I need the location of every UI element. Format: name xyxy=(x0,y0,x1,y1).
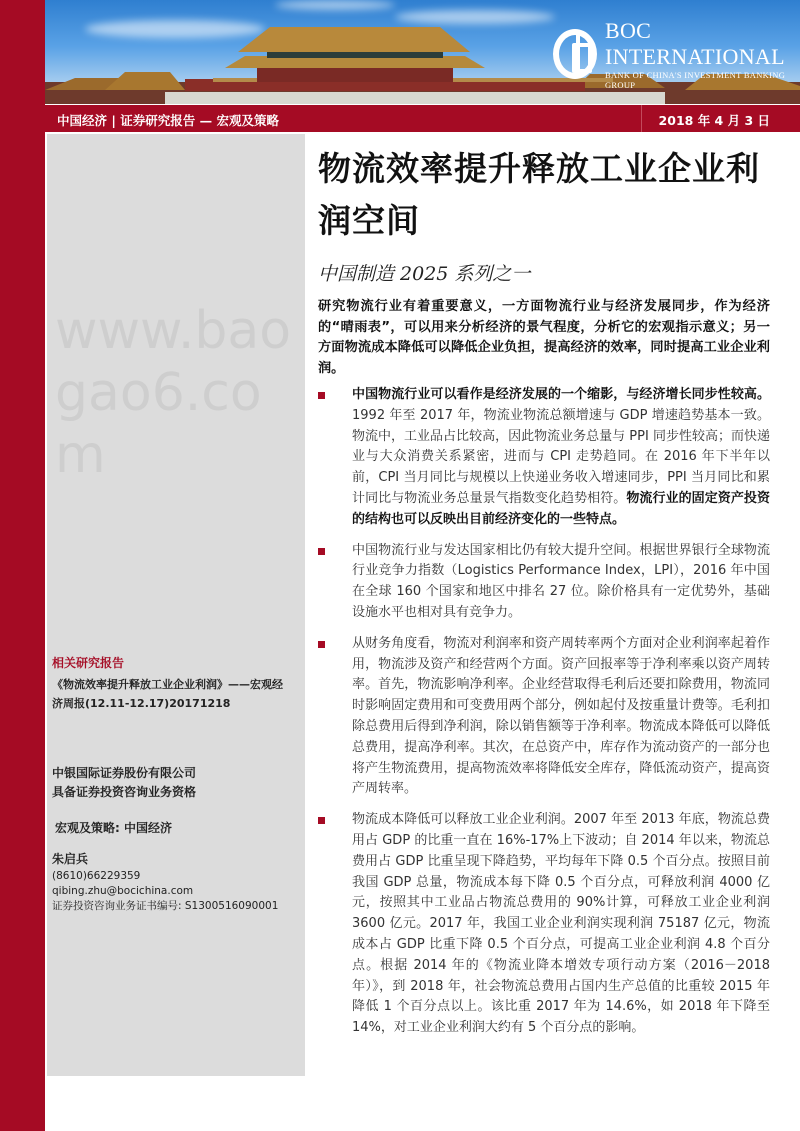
related-report-link[interactable]: 《物流效率提升释放工业企业利润》——宏观经济周报(12.11-12.17)20171218 xyxy=(52,678,283,710)
bullet-point xyxy=(318,634,770,800)
logo-subtitle: BANK OF CHINA'S INVESTMENT BANKING GROUP xyxy=(604,70,786,90)
bullet-body: 中国物流行业与发达国家相比仍有较大提升空间。根据世界银行全球物流行业竞争力指数（Logistics Performance Index，LPI），2016 年中国在全球 160 个国家和地区中排名 27 位。除价格具有一定优势外，基础设施水平也相对具有竞争力。 xyxy=(352,542,770,620)
company-qualification: 具备证券投资咨询业务资格 xyxy=(52,785,197,799)
report-category-bar xyxy=(45,105,800,132)
bullet-point xyxy=(318,810,770,1039)
divider xyxy=(641,105,642,132)
left-brand-stripe xyxy=(0,0,45,1131)
bullet-tail: 物流行业的固定资产投资的结构也可以反映出目前经济变化的一些特点。 xyxy=(352,490,770,527)
watermark: www.baogao6.com xyxy=(55,301,292,485)
report-abstract: 研究物流行业有着重要意义，一方面物流行业与经济发展同步，作为经济的“晴雨表”，可以用来分析经济的景气程度，分析它的宏观指示意义；另一方面物流成本降低可以降低企业负担，提高经济的效率，同时提高工业企业利润。 xyxy=(318,299,770,376)
report-title: 物流效率提升释放工业企业利润空间 xyxy=(318,149,760,240)
header-banner xyxy=(45,0,800,104)
analyst-name: 朱启兵 xyxy=(52,852,89,866)
analyst-certificate: 证券投资咨询业务证书编号: S1300516090001 xyxy=(52,900,279,912)
bullet-list xyxy=(318,385,770,1049)
report-subtitle: 中国制造 2025 系列之一 xyxy=(318,263,531,285)
bullet-square-icon xyxy=(318,392,325,399)
report-date: 2018 年 4 月 3 日 xyxy=(658,113,770,128)
bullet-point xyxy=(318,385,770,531)
boc-international-logo xyxy=(553,18,800,90)
bullet-body: 1992 年至 2017 年，物流业物流总额增速与 GDP 增速趋势基本一致。物流中，工业品占比较高，因此物流业务总量与 PPI 同步性较高；而快递业与大众消费关系紧密，进而与 CPI 走势趋同。在 2016 年下半年以前，CPI 当月同比与规模以上快递业务收入增速同步，PPI 当月同比和累计同比与物流业务总量景气指数变化趋势相符。 xyxy=(352,407,770,506)
company-name: 中银国际证券股份有限公司 xyxy=(52,766,197,780)
sidebar xyxy=(47,134,305,1076)
analyst-email[interactable]: qibing.zhu@bocichina.com xyxy=(52,885,194,897)
bullet-square-icon xyxy=(318,817,325,824)
analyst-phone: (8610)66229359 xyxy=(52,870,141,882)
bullet-point xyxy=(318,541,770,624)
logo-name: BOC INTERNATIONAL xyxy=(604,18,785,69)
related-reports-heading: 相关研究报告 xyxy=(52,656,125,670)
report-section: 中国经济 | 证券研究报告 — 宏观及策略 xyxy=(57,113,279,128)
bullet-square-icon xyxy=(318,548,325,555)
bullet-lead: 中国物流行业可以看作是经济发展的一个缩影，与经济增长同步性较高。 xyxy=(352,387,770,402)
bullet-body: 物流成本降低可以释放工业企业利润。2007 年至 2013 年底，物流总费用占 GDP 的比重一直在 16%-17%上下波动；自 2014 年以来，物流总费用占 GDP 比重呈现下降趋势，平均每年下降 0.5 个百分点。按照目前我国 GDP 总量，物流成本每下降 0.5 个百分点，可释放利润 4000 亿元，按照其中工业品占物流总费用的 90%计算，可释放工业企业利润 3600 亿元。2017 年，我国工业企业利润实现利润 75187 亿元，物流成本占 GDP 比重下降 0.5 个百分点，可提高工业企业利润 4.8 个百分点。根据 2014 年的《物流业降本增效专项行动方案（2016－2018 年）》，到 2018 年，社会物流总费用占国内生产总值的比重较 2015 年降低 1 个百分点以上。该比重 2017 年为 14.6%，如 2018 年下降至 14%，对工业企业利润大约有 5 个百分点的影响。 xyxy=(352,812,770,1036)
bullet-square-icon xyxy=(318,641,325,648)
boc-logo-icon xyxy=(553,29,597,79)
bullet-body: 从财务角度看，物流对利润率和资产周转率两个方面对企业利润率起着作用，物流涉及资产和经营两个方面。资产回报率等于净利率乘以资产周转率。首先，物流影响净利率。企业经营取得毛利后还要扣除费用，物流同时影响固定费用和可变费用两个部分，例如起付及按重量计费等。毛利扣除总费用后得到净利润，除以销售额等于净利率。物流成本降低可以降低总费用，提高净利率。其次，在总资产中，库存作为流动资产的一部分也将产生物流费用，提高物流效率将降低安全库存，降低流动资产，提高资产周转率。 xyxy=(352,635,770,797)
sector-label: 宏观及策略: 中国经济 xyxy=(55,821,172,835)
